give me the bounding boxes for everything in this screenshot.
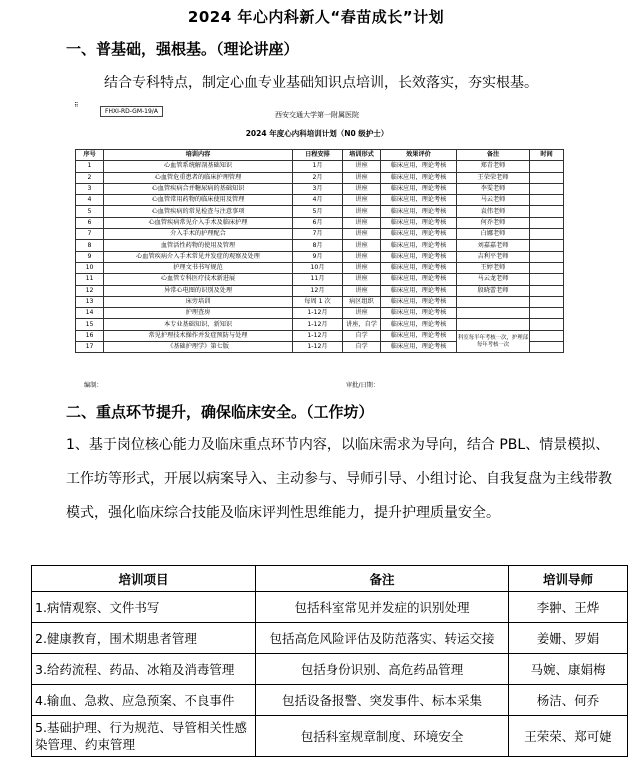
row-content: 常见护理技术操作并发症预防与处理: [104, 330, 293, 341]
row-format: 讲座: [343, 195, 381, 206]
row-time: [530, 229, 564, 240]
col-header: 备注: [256, 566, 509, 592]
row-time: [530, 217, 564, 228]
row-schedule: 1-12月: [293, 330, 343, 341]
row-number: 8: [76, 240, 104, 251]
row-content: 心血管系统解剖基础知识: [104, 161, 293, 172]
hospital-name: 西安交通大学第一附属医院: [275, 111, 359, 119]
row-remark: 李雯老师: [457, 183, 530, 194]
row-schedule: 12月: [293, 285, 343, 296]
table-row: [76, 330, 564, 341]
row-evaluation: 临床应用，理论考核: [381, 274, 457, 285]
workshop-item: 4.输血、急救、应急预案、不良事件: [32, 685, 256, 716]
row-remark: 何乔老师: [457, 217, 530, 228]
table-row: [76, 161, 564, 172]
row-number: 7: [76, 229, 104, 240]
table-row: [76, 308, 564, 319]
row-content: 《基础护理学》第七版: [104, 342, 293, 353]
row-schedule: 1-12月: [293, 342, 343, 353]
table-row: [32, 685, 628, 716]
row-number: 9: [76, 251, 104, 262]
merged-assessment-note: 科室每半年考核一次，护理部每年考核一次: [457, 330, 530, 353]
table-row: [76, 274, 564, 285]
row-format: 讲座: [343, 172, 381, 183]
workshop-item: 5.基础护理、行为规范、导管相关性感染管理、约束管理: [32, 716, 256, 757]
workshop-note: 包括科室常见并发症的识别处理: [256, 592, 509, 623]
row-remark: 吉利平老师: [457, 251, 530, 262]
table-row: [76, 319, 564, 330]
table-row: [76, 296, 564, 307]
col-header: 序号: [76, 150, 104, 161]
row-number: 14: [76, 308, 104, 319]
row-schedule: 1月: [293, 161, 343, 172]
row-format: 讲座: [343, 251, 381, 262]
table-row: [76, 172, 564, 183]
row-time: [530, 195, 564, 206]
row-content: 心血管疾病介入手术常见并发症的观察及处理: [104, 251, 293, 262]
row-content: 心血管疾病合并糖尿病的基础知识: [104, 183, 293, 194]
row-schedule: 4月: [293, 195, 343, 206]
row-format: 病区组织: [343, 296, 381, 307]
row-number: 10: [76, 262, 104, 273]
row-evaluation: 临床应用，理论考核: [381, 206, 457, 217]
row-content: 血管活性药物的使用及管理: [104, 240, 293, 251]
row-evaluation: 临床应用，理论考核: [381, 342, 457, 353]
table-row: [32, 654, 628, 685]
row-time: [530, 262, 564, 273]
plan-title: 2024 年度心内科培训计划（N0 级护士）: [245, 129, 389, 138]
row-evaluation: 临床应用，理论考核: [381, 229, 457, 240]
row-evaluation: 临床应用，理论考核: [381, 251, 457, 262]
row-evaluation: 临床应用，理论考核: [381, 296, 457, 307]
section2-text: 1、基于岗位核心能力及临床重点环节内容，以临床需求为导向，结合 PBL、情景模拟、工作坊等形式，开展以病案导入、主动参与、导师引导、小组讨论、自我复盘为主线带教模式，强化临床综合技能及临床评判性思维能力，提升护理质量安全。: [66, 437, 612, 521]
row-remark: 刘嘉嘉老师: [457, 240, 530, 251]
row-number: 3: [76, 183, 104, 194]
col-header: 时间: [530, 150, 564, 161]
row-format: 自学: [343, 330, 381, 341]
row-evaluation: 临床应用，理论考核: [381, 262, 457, 273]
workshop-item: 3.给药流程、药品、冰箱及消毒管理: [32, 654, 256, 685]
drag-handle-icon[interactable]: ⠿: [74, 102, 79, 109]
table-row: [76, 195, 564, 206]
workshop-item: 1.病情观察、文件书写: [32, 592, 256, 623]
row-schedule: 5月: [293, 206, 343, 217]
row-time: [530, 319, 564, 330]
col-header: 效果评价: [381, 150, 457, 161]
plan-table: [75, 149, 564, 353]
compiled-by-label: 编制：: [84, 382, 103, 389]
row-number: 6: [76, 217, 104, 228]
row-evaluation: 临床应用，理论考核: [381, 183, 457, 194]
row-remark: 王荣荣老师: [457, 172, 530, 183]
row-remark: 殷晓蕾老师: [457, 285, 530, 296]
col-header: 培训项目: [32, 566, 256, 592]
row-schedule: 7月: [293, 229, 343, 240]
training-plan-scan: [70, 102, 564, 394]
table-row: [32, 623, 628, 654]
row-format: 讲座: [343, 183, 381, 194]
row-content: 床旁培训: [104, 296, 293, 307]
table-row: [76, 183, 564, 194]
table-row: [76, 217, 564, 228]
workshop-mentor: 杨洁、何乔: [509, 685, 628, 716]
row-format: 讲座: [343, 274, 381, 285]
row-remark: [457, 319, 530, 330]
row-number: 13: [76, 296, 104, 307]
row-evaluation: 临床应用，理论考核: [381, 172, 457, 183]
col-header: 培训导师: [509, 566, 628, 592]
table-row: [32, 716, 628, 757]
row-schedule: 11月: [293, 274, 343, 285]
row-format: 讲座: [343, 217, 381, 228]
row-format: 讲座: [343, 240, 381, 251]
row-format: 讲座: [343, 308, 381, 319]
row-content: 护理文书书写规范: [104, 262, 293, 273]
row-content: 心血管疾病的常见检查与注意事项: [104, 206, 293, 217]
row-format: 讲座: [343, 285, 381, 296]
row-number: 4: [76, 195, 104, 206]
row-number: 16: [76, 330, 104, 341]
row-remark: 袁伟老师: [457, 206, 530, 217]
row-content: 介入手术的护理配合: [104, 229, 293, 240]
workshop-item: 2.健康教育，围术期患者管理: [32, 623, 256, 654]
row-time: [530, 206, 564, 217]
row-content: 异常心电图的识别及处理: [104, 285, 293, 296]
workshop-mentor: 姜姗、罗娟: [509, 623, 628, 654]
row-evaluation: 临床应用，理论考核: [381, 330, 457, 341]
workshop-mentor: 马婉、康娟梅: [509, 654, 628, 685]
row-schedule: 3月: [293, 183, 343, 194]
row-number: 11: [76, 274, 104, 285]
row-time: [530, 330, 564, 341]
row-format: 讲座，自学: [343, 319, 381, 330]
row-evaluation: 临床应用，理论考核: [381, 161, 457, 172]
row-content: 心血管疾病常见介入手术及临床护理: [104, 217, 293, 228]
col-header: 培训形式: [343, 150, 381, 161]
row-content: 护理查房: [104, 308, 293, 319]
row-content: 心血管专科医疗技术新进展: [104, 274, 293, 285]
row-evaluation: 临床应用，理论考核: [381, 285, 457, 296]
col-header: 日程安排: [293, 150, 343, 161]
table-row: [76, 285, 564, 296]
row-schedule: 8月: [293, 240, 343, 251]
row-schedule: 1-12月: [293, 308, 343, 319]
row-time: [530, 251, 564, 262]
row-number: 12: [76, 285, 104, 296]
row-time: [530, 183, 564, 194]
row-remark: [457, 296, 530, 307]
workshop-mentor: 李翀、王烨: [509, 592, 628, 623]
row-time: [530, 296, 564, 307]
row-remark: 郑青老师: [457, 161, 530, 172]
row-number: 2: [76, 172, 104, 183]
row-format: 讲座: [343, 206, 381, 217]
col-header: 培训内容: [104, 150, 293, 161]
row-remark: [457, 308, 530, 319]
table-row: [76, 251, 564, 262]
row-remark: 白娜老师: [457, 229, 530, 240]
plan-table-header: [76, 150, 564, 161]
row-evaluation: 临床应用，理论考核: [381, 308, 457, 319]
row-time: [530, 161, 564, 172]
workshop-note: 包括科室规章制度、环境安全: [256, 716, 509, 757]
workshop-table-header: [32, 566, 628, 592]
row-content: 心血管危重患者的临床护理管理: [104, 172, 293, 183]
table-row: [76, 240, 564, 251]
row-format: 自学: [343, 342, 381, 353]
row-schedule: 每周 1 次: [293, 296, 343, 307]
row-remark: 马云龙老师: [457, 274, 530, 285]
doc-code: FHXI-RD-GM-19/A: [100, 106, 163, 117]
col-header: 备注: [457, 150, 530, 161]
row-time: [530, 342, 564, 353]
row-schedule: 9月: [293, 251, 343, 262]
table-row: [76, 262, 564, 273]
table-row: [76, 229, 564, 240]
row-number: 1: [76, 161, 104, 172]
table-row: [76, 206, 564, 217]
row-schedule: 2月: [293, 172, 343, 183]
workshop-mentor: 王荣荣、郑可婕: [509, 716, 628, 757]
workshop-note: 包括设备报警、突发事件、标本采集: [256, 685, 509, 716]
section1-heading: 一、普基础，强根基。（理论讲座）: [66, 40, 299, 58]
section2-heading: 二、重点环节提升，确保临床安全。（工作坊）: [66, 403, 374, 421]
workshop-note: 包括身份识别、高危药品管理: [256, 654, 509, 685]
row-evaluation: 临床应用，理论考核: [381, 319, 457, 330]
row-number: 17: [76, 342, 104, 353]
row-time: [530, 240, 564, 251]
row-time: [530, 308, 564, 319]
workshop-note: 包括高危风险评估及防范落实、转运交接: [256, 623, 509, 654]
row-schedule: 6月: [293, 217, 343, 228]
row-remark: 王婷老师: [457, 262, 530, 273]
row-evaluation: 临床应用，理论考核: [381, 195, 457, 206]
row-time: [530, 172, 564, 183]
row-format: 讲座: [343, 161, 381, 172]
row-number: 5: [76, 206, 104, 217]
row-time: [530, 274, 564, 285]
row-schedule: 10月: [293, 262, 343, 273]
row-format: 讲座: [343, 229, 381, 240]
row-format: 讲座: [343, 262, 381, 273]
row-time: [530, 285, 564, 296]
workshop-table: [31, 565, 628, 757]
section1-text: 结合专科特点，制定心血专业基础知识点培训，长效落实，夯实根基。: [104, 75, 538, 91]
row-evaluation: 临床应用，理论考核: [381, 240, 457, 251]
document-title: 2024 年心内科新人“春苗成长”计划: [187, 8, 445, 26]
row-content: 本专业基础知识、新知识: [104, 319, 293, 330]
approved-by-label: 审批/日期：: [346, 382, 380, 389]
table-row: [32, 592, 628, 623]
row-evaluation: 临床应用，理论考核: [381, 217, 457, 228]
row-remark: 马云老师: [457, 195, 530, 206]
row-content: 心血管常用药物的临床使用及管理: [104, 195, 293, 206]
row-number: 15: [76, 319, 104, 330]
row-schedule: 1-12月: [293, 319, 343, 330]
